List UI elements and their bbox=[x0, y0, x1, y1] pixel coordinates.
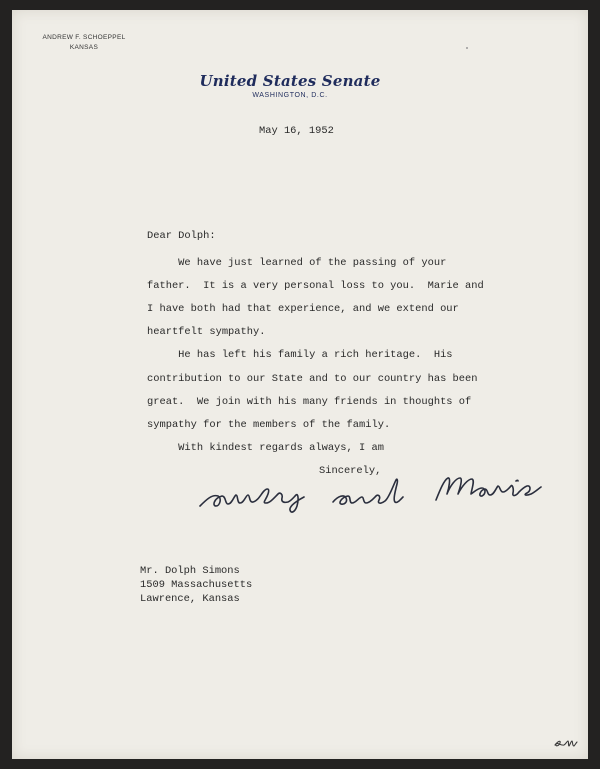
salutation: Dear Dolph: bbox=[147, 230, 216, 242]
body-line: With kindest regards always, I am bbox=[147, 442, 384, 454]
letterhead-location: WASHINGTON, D.C. bbox=[252, 92, 328, 99]
letterhead-title: United States Senate bbox=[199, 72, 381, 90]
sender-state: KANSAS bbox=[69, 44, 99, 51]
sender-block bbox=[38, 33, 130, 53]
letterhead bbox=[175, 72, 405, 101]
letter-date: May 16, 1952 bbox=[259, 125, 334, 137]
body-line: He has left his family a rich heritage. His bbox=[147, 349, 453, 361]
handwritten-initials bbox=[552, 733, 578, 753]
closing: Sincerely, bbox=[319, 465, 382, 477]
body-line: great. We join with his many friends in thoughts of bbox=[147, 396, 472, 408]
body-line: I have both had that experience, and we extend our bbox=[147, 303, 459, 315]
recipient-city: Lawrence, Kansas bbox=[140, 593, 240, 605]
body-line: contribution to our State and to our country has been bbox=[147, 373, 478, 385]
recipient-street: 1509 Massachusetts bbox=[140, 579, 253, 591]
body-line: sympathy for the members of the family. bbox=[147, 419, 391, 431]
body-line: heartfelt sympathy. bbox=[147, 326, 266, 338]
sender-name: ANDREW F. SCHOEPPEL bbox=[42, 34, 126, 41]
handwritten-signature bbox=[198, 466, 543, 516]
body-line: We have just learned of the passing of your bbox=[147, 257, 447, 269]
body-line: father. It is a very personal loss to you. Marie and bbox=[147, 280, 484, 292]
recipient-name: Mr. Dolph Simons bbox=[140, 565, 240, 577]
paper-speck bbox=[466, 47, 468, 49]
